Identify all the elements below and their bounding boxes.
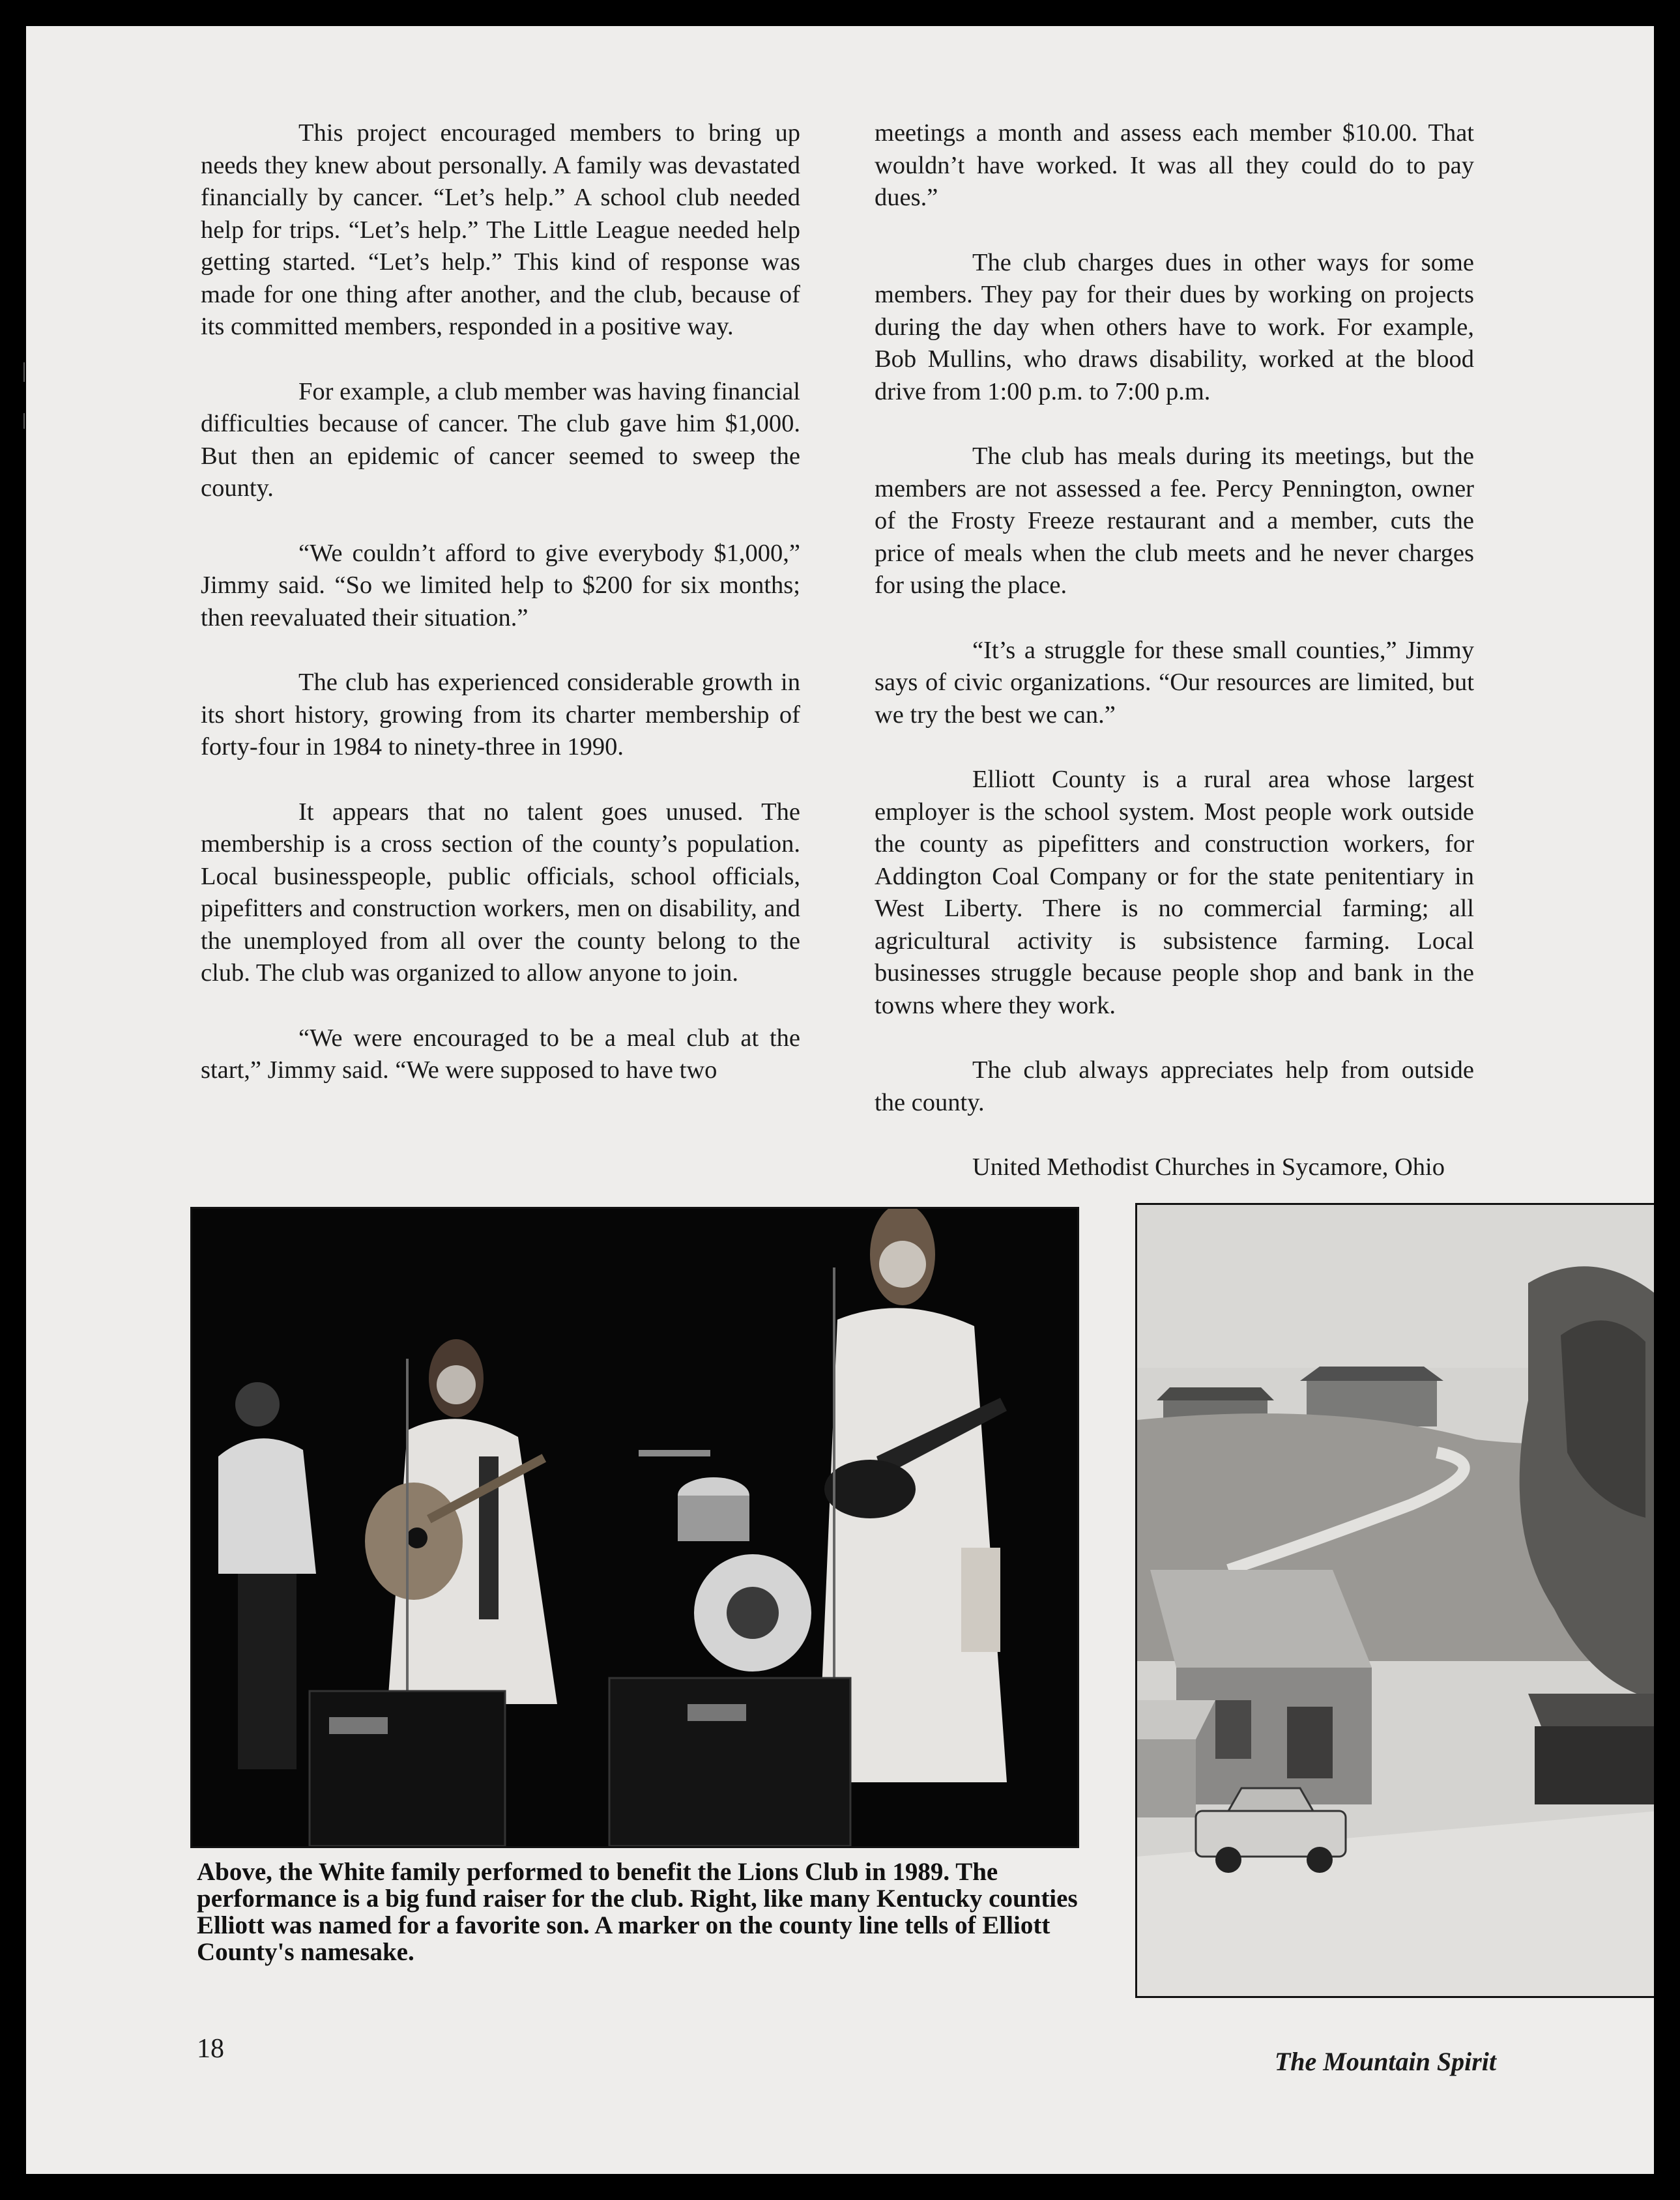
- paragraph: United Methodist Churches in Sycamore, Ohio: [972, 1153, 1445, 1181]
- paragraph-continuation: meetings a month and assess each member $10.00. That wouldn’t have worked. It was all they could do to pay dues.”: [875, 119, 1474, 211]
- concert-photo-icon: [190, 1207, 1079, 1848]
- paragraph: “It’s a struggle for these small counties,” Jimmy says of civic organizations. “Our resources are limited, but we try the best we can.”: [875, 636, 1474, 729]
- paragraph: “We couldn’t afford to give everybody $1,000,” Jimmy said. “So we limited help to $200 for six months; then reevaluated their situation.”: [201, 539, 800, 631]
- margin-mark: [23, 362, 25, 382]
- paragraph: The club charges dues in other ways for some members. They pay for their dues by working on projects during the day when others have to work. For example, Bob Mullins, who draws disability, worked at the blood drive from 1:00 p.m. to 7:00 p.m.: [875, 248, 1474, 405]
- right-text-column: [875, 117, 1474, 1184]
- paragraph: It appears that no talent goes unused. The membership is a cross section of the county’s population. Local businesspeople, public officials, school officials, pipefitters and construction workers, men on disability, and the unemployed from all over the county belong to the club. The club was organized to allow anyone to join.: [201, 798, 800, 987]
- paragraph: Elliott County is a rural area whose largest employer is the school system. Most people work outside the county as pipefitters and construction workers, for Addington Coal Company or for the state penitentiary in West Liberty. There is no commercial farming; all agricultural activity is subsistence farming. Local businesses struggle because people shop and bank in the towns where they work.: [875, 766, 1474, 1019]
- paragraph: The club always appreciates help from outside the county.: [875, 1056, 1474, 1116]
- paragraph: The club has experienced considerable growth in its short history, growing from its charter membership of forty-four in 1984 to ninety-three in 1990.: [201, 669, 800, 760]
- magazine-title: The Mountain Spirit: [1274, 2047, 1496, 2076]
- paragraph: “We were encouraged to be a meal club at the start,” Jimmy said. “We were supposed to have two: [201, 1024, 800, 1084]
- paragraph: This project encouraged members to bring up needs they knew about personally. A family was devastated financially by cancer. “Let’s help.” A school club needed help for trips. “Let’s help.” The Little League needed help getting started. “Let’s help.” This kind of response was made for one thing after another, and the club, because of its committed members, responded in a positive way.: [201, 119, 800, 340]
- magazine-page: [26, 26, 1654, 2174]
- left-text-column: [201, 117, 800, 1087]
- margin-mark: [23, 413, 25, 429]
- county-landscape-illustration: [1137, 1205, 1654, 1996]
- concert-photo-illustration: [192, 1209, 1077, 1846]
- page-number: 18: [197, 2034, 224, 2064]
- county-landscape-photo-icon: [1135, 1203, 1654, 1998]
- paragraph: For example, a club member was having financial difficulties because of cancer. The club gave him $1,000. But then an epidemic of cancer seemed to sweep the county.: [201, 377, 800, 502]
- paragraph: The club has meals during its meetings, but the members are not assessed a fee. Percy Pennington, owner of the Frosty Freeze restaurant and a member, cuts the price of meals when the club meets and he never charges for using the place.: [875, 442, 1474, 599]
- photo-caption: Above, the White family performed to benefit the Lions Club in 1989. The performance is a big fund raiser for the club. Right, like many Kentucky counties Elliott was named for a favorite son. A marker on the county line tells of Elliott County's namesake.: [197, 1858, 1078, 1966]
